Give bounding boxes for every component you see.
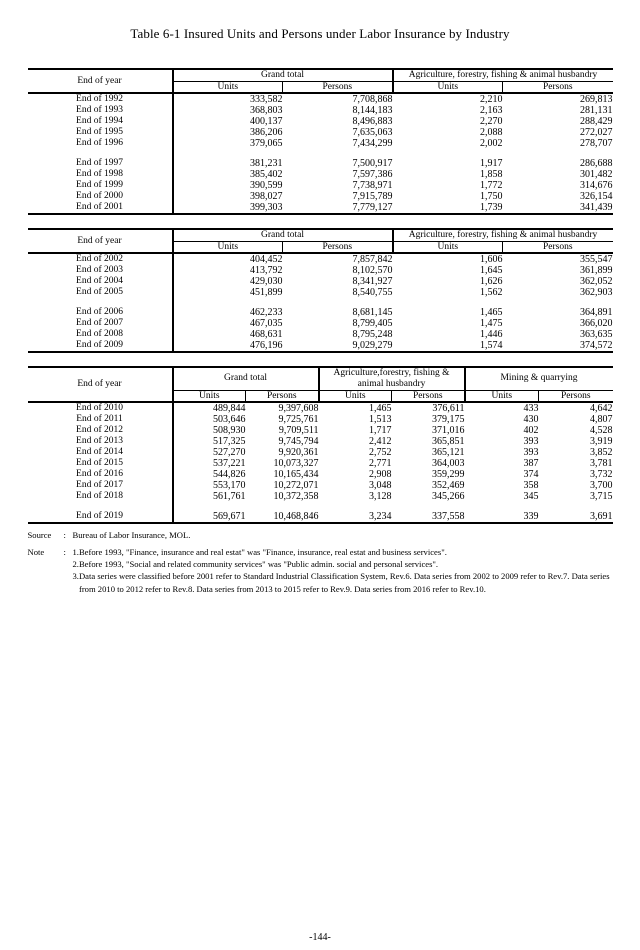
cell-value: 2,002 — [480, 137, 503, 149]
table-header — [28, 69, 613, 93]
page-title: Table 6-1 Insured Units and Persons under Labor Insurance by Industry — [130, 26, 510, 41]
table-row — [28, 127, 613, 138]
table-row — [28, 318, 613, 329]
table-row — [28, 265, 613, 276]
table-row — [28, 491, 613, 502]
table-block-2010-2019 — [28, 366, 613, 524]
cell-value: 1,475 — [480, 317, 503, 329]
note-number: 3. — [72, 571, 79, 582]
cell-value: 7,915,789 — [352, 190, 393, 202]
cell-value: 8,102,570 — [352, 264, 393, 276]
cell-value: 9,920,361 — [278, 446, 319, 458]
table-row — [28, 425, 613, 436]
cell-value: 1,465 — [480, 306, 503, 318]
header-agriculture: Agriculture, forestry, fishing & animal husbandry — [393, 229, 613, 241]
cell-value: 561,761 — [213, 490, 246, 502]
cell-value: 7,635,063 — [352, 126, 393, 138]
cell-value: 2,088 — [480, 126, 503, 138]
source-text: Bureau of Labor Insurance, MOL. — [72, 529, 191, 540]
cell-value: 8,341,927 — [352, 275, 393, 287]
cell-value: 314,676 — [580, 179, 613, 191]
cell-value: 393 — [523, 446, 539, 458]
cell-value: 3,919 — [590, 435, 613, 447]
table-row — [28, 287, 613, 298]
cell-value: 476,196 — [173, 340, 283, 352]
header-grand-total: Grand total — [173, 367, 319, 390]
cell-value: 400,137 — [250, 115, 283, 127]
cell-value: 379,065 — [250, 137, 283, 149]
cell-year: End of 2008 — [28, 329, 173, 340]
row-spacer-cell — [465, 502, 539, 511]
stat-table — [28, 366, 613, 524]
cell-value: 379,175 — [432, 413, 465, 425]
cell-value: 355,547 — [580, 253, 613, 265]
page-number: -144- — [309, 932, 331, 943]
stat-table — [28, 228, 613, 353]
table-body — [28, 93, 613, 214]
table-row — [28, 202, 613, 214]
page — [0, 26, 640, 950]
cell-value: 508,930 — [213, 424, 246, 436]
header-grand-total: Grand total — [173, 69, 393, 81]
cell-year: End of 1992 — [28, 93, 173, 105]
cell-value: 269,813 — [580, 93, 613, 105]
cell-year: End of 2009 — [28, 340, 173, 352]
row-spacer-cell — [392, 502, 465, 511]
row-spacer-cell — [28, 298, 173, 307]
cell-value: 9,725,761 — [278, 413, 319, 425]
cell-value: 1,858 — [480, 168, 503, 180]
cell-value: 4,807 — [590, 413, 613, 425]
block-separator — [0, 353, 640, 366]
cell-value: 341,439 — [503, 202, 613, 214]
cell-value: 7,500,917 — [352, 157, 393, 169]
header-grand-total: Grand total — [173, 229, 393, 241]
cell-year: End of 2014 — [28, 447, 173, 458]
cell-year: End of 1995 — [28, 127, 173, 138]
cell-value: 4,528 — [590, 424, 613, 436]
header-agriculture-persons: Persons — [503, 81, 613, 93]
table-body — [28, 253, 613, 352]
cell-value: 7,779,127 — [283, 202, 393, 214]
cell-value: 362,903 — [580, 286, 613, 298]
header-agriculture-units: Units — [393, 81, 503, 93]
cell-value: 3,732 — [590, 468, 613, 480]
cell-value: 399,303 — [173, 202, 283, 214]
cell-value: 366,020 — [580, 317, 613, 329]
cell-value: 363,635 — [580, 328, 613, 340]
cell-value: 468,631 — [250, 328, 283, 340]
table-row — [28, 329, 613, 340]
cell-value: 3,691 — [539, 511, 613, 523]
cell-value: 1,562 — [480, 286, 503, 298]
cell-value: 2,163 — [480, 104, 503, 116]
cell-year: End of 2005 — [28, 287, 173, 298]
row-spacer-cell — [283, 149, 393, 158]
cell-year: End of 2011 — [28, 414, 173, 425]
cell-value: 9,709,511 — [278, 424, 319, 436]
cell-year: End of 2002 — [28, 253, 173, 265]
cell-value: 10,272,071 — [273, 479, 319, 491]
cell-value: 9,029,279 — [283, 340, 393, 352]
note-number: 2. — [72, 559, 79, 570]
note-text: Data series were classified before 2001 refer to Standard Industrial Classification System, Rev.6. Data series from 2002 to 2009 refer to Rev.7. Data series from 2010 to 2012 refer to Rev.8. Data series from 2013 to 2015 refer to Rev.9. Data series from 2016 refer to Rev.10. — [78, 571, 610, 594]
cell-value: 7,738,971 — [352, 179, 393, 191]
cell-year: End of 2015 — [28, 458, 173, 469]
cell-year: End of 1998 — [28, 169, 173, 180]
row-spacer — [28, 502, 613, 511]
cell-value: 337,558 — [392, 511, 465, 523]
table-row — [28, 402, 613, 414]
cell-value: 1,626 — [480, 275, 503, 287]
cell-value: 385,402 — [250, 168, 283, 180]
cell-value: 503,646 — [213, 413, 246, 425]
cell-value: 1,465 — [369, 402, 392, 414]
cell-value: 1,772 — [480, 179, 503, 191]
table-block-1992-2001 — [28, 68, 613, 215]
cell-value: 3,852 — [590, 446, 613, 458]
cell-value: 365,851 — [432, 435, 465, 447]
header-end-of-year: End of year — [28, 69, 173, 93]
cell-value: 371,016 — [432, 424, 465, 436]
note-text: Before 1993, "Finance, insurance and real estat" was "Finance, insurance, real estat and business services". — [78, 546, 447, 557]
cell-value: 2,210 — [480, 93, 503, 105]
cell-value: 517,325 — [213, 435, 246, 447]
cell-value: 8,496,883 — [352, 115, 393, 127]
cell-value: 3,715 — [590, 490, 613, 502]
cell-year: End of 2016 — [28, 469, 173, 480]
table-row — [28, 307, 613, 318]
cell-year: End of 2012 — [28, 425, 173, 436]
cell-value: 272,027 — [580, 126, 613, 138]
cell-value: 2,908 — [369, 468, 392, 480]
cell-value: 402 — [523, 424, 539, 436]
note-colon: : — [63, 546, 66, 557]
cell-value: 288,429 — [580, 115, 613, 127]
cell-year: End of 2001 — [28, 202, 173, 214]
cell-value: 4,642 — [590, 402, 613, 414]
table-block-2002-2009 — [28, 228, 613, 353]
cell-value: 404,452 — [250, 253, 283, 265]
table-row — [28, 447, 613, 458]
header-grand-total-persons: Persons — [246, 390, 319, 402]
cell-value: 9,745,794 — [278, 435, 319, 447]
note-number: 1. — [72, 546, 79, 557]
cell-value: 8,540,755 — [352, 286, 393, 298]
cell-year: End of 1996 — [28, 138, 173, 149]
cell-value: 1,717 — [369, 424, 392, 436]
cell-value: 3,128 — [369, 490, 392, 502]
table-row — [28, 93, 613, 105]
table-row — [28, 276, 613, 287]
cell-value: 278,707 — [580, 137, 613, 149]
cell-year: End of 1993 — [28, 105, 173, 116]
cell-value: 374 — [523, 468, 539, 480]
note-row — [28, 546, 613, 595]
cell-value: 10,073,327 — [273, 457, 319, 469]
header-mining-units: Units — [465, 390, 539, 402]
row-spacer-cell — [393, 149, 503, 158]
cell-value: 553,170 — [213, 479, 246, 491]
cell-value: 281,131 — [580, 104, 613, 116]
note-list — [73, 546, 613, 595]
row-spacer-cell — [393, 298, 503, 307]
table-row — [28, 191, 613, 202]
cell-value: 2,771 — [369, 457, 392, 469]
cell-year: End of 2019 — [28, 511, 173, 523]
cell-year: End of 2004 — [28, 276, 173, 287]
row-spacer-cell — [319, 502, 392, 511]
cell-value: 413,792 — [250, 264, 283, 276]
cell-value: 386,206 — [250, 126, 283, 138]
table-row — [28, 511, 613, 523]
source-colon: : — [63, 529, 66, 540]
source-label: Source — [27, 529, 52, 540]
table-body — [28, 402, 613, 523]
cell-value: 2,752 — [369, 446, 392, 458]
header-grand-total-units: Units — [173, 241, 283, 253]
cell-value: 374,572 — [503, 340, 613, 352]
row-spacer-cell — [503, 149, 613, 158]
header-mining-persons: Persons — [539, 390, 613, 402]
cell-value: 390,599 — [250, 179, 283, 191]
cell-value: 359,299 — [432, 468, 465, 480]
note-item — [73, 546, 613, 558]
header-grand-total-units: Units — [173, 390, 246, 402]
table-row — [28, 158, 613, 169]
header-agriculture-units: Units — [393, 241, 503, 253]
cell-value: 8,144,183 — [352, 104, 393, 116]
cell-value: 8,795,248 — [352, 328, 393, 340]
row-spacer-cell — [283, 298, 393, 307]
note-item — [73, 570, 613, 594]
header-end-of-year: End of year — [28, 367, 173, 402]
cell-value: 467,035 — [250, 317, 283, 329]
header-agriculture-line1: Agriculture,forestry, fishing & — [333, 367, 450, 378]
cell-value: 7,708,868 — [352, 93, 393, 105]
header-agriculture-units: Units — [319, 390, 392, 402]
cell-value: 544,826 — [213, 468, 246, 480]
cell-year: End of 1997 — [28, 158, 173, 169]
cell-value: 376,611 — [432, 402, 465, 414]
cell-value: 10,165,434 — [273, 468, 319, 480]
cell-value: 393 — [523, 435, 539, 447]
table-row — [28, 105, 613, 116]
cell-value: 1,750 — [480, 190, 503, 202]
cell-value: 3,048 — [369, 479, 392, 491]
block-separator — [0, 215, 640, 228]
cell-value: 7,857,842 — [352, 253, 393, 265]
cell-value: 1,513 — [369, 413, 392, 425]
header-grand-total-persons: Persons — [283, 241, 393, 253]
cell-year: End of 2000 — [28, 191, 173, 202]
cell-value: 381,231 — [250, 157, 283, 169]
cell-value: 10,372,358 — [273, 490, 319, 502]
cell-value: 429,030 — [250, 275, 283, 287]
cell-year: End of 2003 — [28, 265, 173, 276]
table-row — [28, 480, 613, 491]
table-row — [28, 458, 613, 469]
cell-value: 3,234 — [319, 511, 392, 523]
cell-value: 1,645 — [480, 264, 503, 276]
stat-table — [28, 68, 613, 215]
note-item — [73, 558, 613, 570]
row-spacer-cell — [28, 502, 173, 511]
cell-value: 3,781 — [590, 457, 613, 469]
cell-value: 433 — [523, 402, 539, 414]
header-agriculture-line2: animal husbandry — [357, 378, 426, 389]
header-mining: Mining & quarrying — [465, 367, 613, 390]
header-agriculture-persons: Persons — [392, 390, 465, 402]
cell-value: 7,597,386 — [352, 168, 393, 180]
row-spacer-cell — [173, 502, 246, 511]
cell-value: 9,397,608 — [278, 402, 319, 414]
cell-value: 1,606 — [480, 253, 503, 265]
source-row — [28, 529, 613, 541]
cell-year: End of 2017 — [28, 480, 173, 491]
table-row — [28, 436, 613, 447]
cell-year: End of 2010 — [28, 402, 173, 414]
cell-value: 537,221 — [213, 457, 246, 469]
cell-value: 1,446 — [480, 328, 503, 340]
cell-value: 364,003 — [432, 457, 465, 469]
cell-value: 569,671 — [173, 511, 246, 523]
table-row — [28, 253, 613, 265]
cell-value: 364,891 — [580, 306, 613, 318]
cell-value: 362,052 — [580, 275, 613, 287]
cell-year: End of 2006 — [28, 307, 173, 318]
cell-value: 365,121 — [432, 446, 465, 458]
table-row — [28, 340, 613, 352]
cell-year: End of 2007 — [28, 318, 173, 329]
cell-value: 345,266 — [432, 490, 465, 502]
cell-value: 358 — [523, 479, 539, 491]
cell-value: 8,799,405 — [352, 317, 393, 329]
cell-value: 7,434,299 — [352, 137, 393, 149]
row-spacer — [28, 298, 613, 307]
cell-value: 430 — [523, 413, 539, 425]
table-row — [28, 169, 613, 180]
header-grand-total-persons: Persons — [283, 81, 393, 93]
cell-value: 1,739 — [393, 202, 503, 214]
cell-value: 1,574 — [393, 340, 503, 352]
cell-value: 286,688 — [580, 157, 613, 169]
table-header — [28, 229, 613, 253]
table-row — [28, 138, 613, 149]
cell-value: 387 — [523, 457, 539, 469]
header-end-of-year: End of year — [28, 229, 173, 253]
cell-year: End of 2013 — [28, 436, 173, 447]
cell-value: 361,899 — [580, 264, 613, 276]
table-row — [28, 414, 613, 425]
row-spacer-cell — [173, 149, 283, 158]
header-agriculture — [319, 367, 465, 390]
cell-value: 8,681,145 — [352, 306, 393, 318]
cell-value: 3,700 — [590, 479, 613, 491]
row-spacer-cell — [503, 298, 613, 307]
cell-value: 326,154 — [580, 190, 613, 202]
cell-value: 301,482 — [580, 168, 613, 180]
row-spacer-cell — [246, 502, 319, 511]
cell-value: 527,270 — [213, 446, 246, 458]
table-row — [28, 116, 613, 127]
row-spacer — [28, 149, 613, 158]
table-row — [28, 180, 613, 191]
cell-value: 1,917 — [480, 157, 503, 169]
footnotes — [28, 529, 613, 595]
cell-year: End of 2018 — [28, 491, 173, 502]
header-agriculture-persons: Persons — [503, 241, 613, 253]
cell-value: 451,899 — [250, 286, 283, 298]
table-row — [28, 469, 613, 480]
note-text: Before 1993, "Social and related community services" was "Public admin. social and personal services". — [78, 559, 439, 570]
cell-value: 339 — [465, 511, 539, 523]
cell-value: 333,582 — [250, 93, 283, 105]
cell-year: End of 1999 — [28, 180, 173, 191]
cell-value: 368,803 — [250, 104, 283, 116]
table-header — [28, 367, 613, 402]
cell-value: 10,468,846 — [246, 511, 319, 523]
cell-year: End of 1994 — [28, 116, 173, 127]
row-spacer-cell — [28, 149, 173, 158]
cell-value: 2,412 — [369, 435, 392, 447]
cell-value: 2,270 — [480, 115, 503, 127]
header-agriculture: Agriculture, forestry, fishing & animal husbandry — [393, 69, 613, 81]
cell-value: 352,469 — [432, 479, 465, 491]
cell-value: 398,027 — [250, 190, 283, 202]
cell-value: 345 — [523, 490, 539, 502]
cell-value: 489,844 — [213, 402, 246, 414]
row-spacer-cell — [539, 502, 613, 511]
row-spacer-cell — [173, 298, 283, 307]
cell-value: 462,233 — [250, 306, 283, 318]
note-label: Note — [27, 546, 45, 557]
header-grand-total-units: Units — [173, 81, 283, 93]
